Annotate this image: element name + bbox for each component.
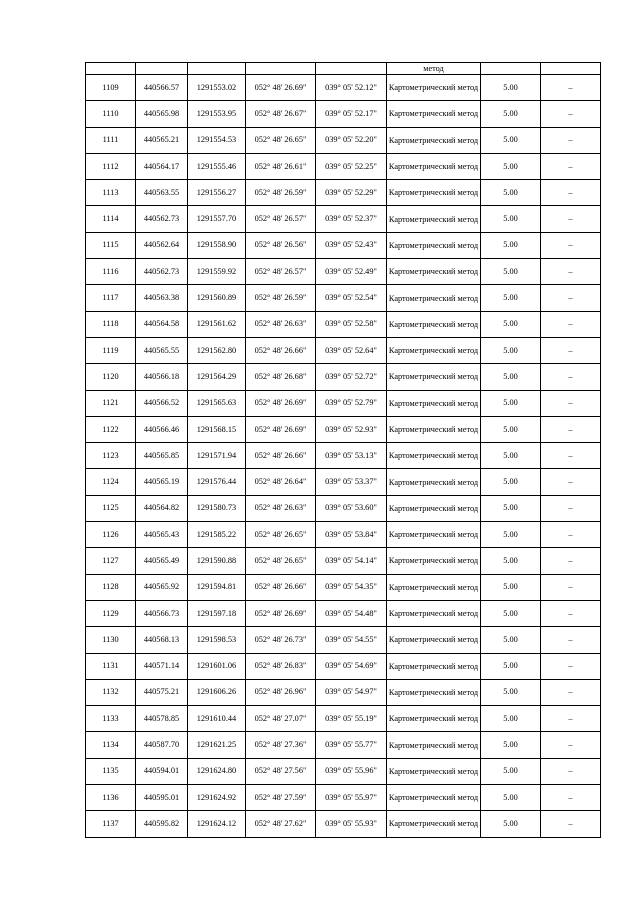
cell-method: Картометрический метод xyxy=(387,758,481,784)
cell-accuracy: 5.00 xyxy=(481,785,541,811)
cell-note: – xyxy=(541,153,601,179)
cell-note: – xyxy=(541,811,601,837)
coordinates-table xyxy=(85,62,601,838)
cell-lon: 039° 05' 52.72" xyxy=(316,364,387,390)
cell-id: 1109 xyxy=(86,75,136,101)
table-row xyxy=(86,627,601,653)
cell-lat: 052° 48' 26.69" xyxy=(246,416,316,442)
cell-accuracy: 5.00 xyxy=(481,153,541,179)
cell-lat: 052° 48' 26.65" xyxy=(246,522,316,548)
cell-id: 1115 xyxy=(86,232,136,258)
cell-note: – xyxy=(541,706,601,732)
cell-lat: 052° 48' 26.65" xyxy=(246,127,316,153)
cell-y: 1291568.15 xyxy=(188,416,246,442)
table-row-continuation xyxy=(86,63,601,75)
cell-y: 1291580.73 xyxy=(188,495,246,521)
cell-method: Картометрический метод xyxy=(387,75,481,101)
table-row xyxy=(86,127,601,153)
cell-note: – xyxy=(541,337,601,363)
cell-lon: 039° 05' 52.12" xyxy=(316,75,387,101)
table-row xyxy=(86,390,601,416)
cell-lon: 039° 05' 55.77" xyxy=(316,732,387,758)
cell-id: 1120 xyxy=(86,364,136,390)
cell-method: Картометрический метод xyxy=(387,311,481,337)
cell-lat: 052° 48' 26.64" xyxy=(246,469,316,495)
cell-lat: 052° 48' 27.56" xyxy=(246,758,316,784)
cell-y: 1291594.81 xyxy=(188,574,246,600)
cell-x: 440565.92 xyxy=(136,574,188,600)
cell-note: – xyxy=(541,600,601,626)
table-row xyxy=(86,259,601,285)
cell-accuracy: 5.00 xyxy=(481,232,541,258)
cell-lat: 052° 48' 26.73" xyxy=(246,627,316,653)
cell-id: 1129 xyxy=(86,600,136,626)
table-row xyxy=(86,311,601,337)
cell-id: 1125 xyxy=(86,495,136,521)
cell-x: 440566.18 xyxy=(136,364,188,390)
cell-accuracy: 5.00 xyxy=(481,364,541,390)
cell-accuracy: 5.00 xyxy=(481,443,541,469)
cell-lat: 052° 48' 26.67" xyxy=(246,101,316,127)
cell-note: – xyxy=(541,679,601,705)
cell-y: 1291624.92 xyxy=(188,785,246,811)
cell-lon: 039° 05' 54.69" xyxy=(316,653,387,679)
cell-y: 1291590.88 xyxy=(188,548,246,574)
cell-x: 440565.55 xyxy=(136,337,188,363)
cell-accuracy xyxy=(481,63,541,75)
cell-method: Картометрический метод xyxy=(387,443,481,469)
table-row xyxy=(86,337,601,363)
cell-x: 440565.85 xyxy=(136,443,188,469)
cell-id: 1123 xyxy=(86,443,136,469)
cell-lon: 039° 05' 53.84" xyxy=(316,522,387,548)
cell-lon: 039° 05' 55.19" xyxy=(316,706,387,732)
table-row xyxy=(86,600,601,626)
cell-accuracy: 5.00 xyxy=(481,416,541,442)
cell-x: 440575.21 xyxy=(136,679,188,705)
cell-lat: 052° 48' 26.69" xyxy=(246,75,316,101)
cell-id: 1122 xyxy=(86,416,136,442)
cell-lon: 039° 05' 52.37" xyxy=(316,206,387,232)
cell-lat: 052° 48' 26.96" xyxy=(246,679,316,705)
table-row xyxy=(86,101,601,127)
cell-x: 440564.17 xyxy=(136,153,188,179)
cell-y: 1291610.44 xyxy=(188,706,246,732)
cell-y: 1291554.53 xyxy=(188,127,246,153)
cell-lat: 052° 48' 27.62" xyxy=(246,811,316,837)
cell-lat: 052° 48' 26.59" xyxy=(246,285,316,311)
cell-method: Картометрический метод xyxy=(387,732,481,758)
cell-accuracy: 5.00 xyxy=(481,732,541,758)
cell-lon: 039° 05' 53.13" xyxy=(316,443,387,469)
cell-method: Картометрический метод xyxy=(387,259,481,285)
cell-note: – xyxy=(541,627,601,653)
cell-id: 1126 xyxy=(86,522,136,548)
cell-lon: 039° 05' 53.37" xyxy=(316,469,387,495)
cell-accuracy: 5.00 xyxy=(481,337,541,363)
cell-accuracy: 5.00 xyxy=(481,627,541,653)
cell-accuracy: 5.00 xyxy=(481,180,541,206)
cell-accuracy: 5.00 xyxy=(481,653,541,679)
cell-y: 1291597.18 xyxy=(188,600,246,626)
cell-x: 440565.43 xyxy=(136,522,188,548)
cell-method: Картометрический метод xyxy=(387,495,481,521)
cell-method: Картометрический метод xyxy=(387,127,481,153)
cell-method: Картометрический метод xyxy=(387,390,481,416)
cell-y: 1291624.12 xyxy=(188,811,246,837)
table-row xyxy=(86,785,601,811)
cell-method: Картометрический метод xyxy=(387,811,481,837)
cell-method: Картометрический метод xyxy=(387,416,481,442)
table-row xyxy=(86,469,601,495)
table-row xyxy=(86,574,601,600)
cell-id: 1134 xyxy=(86,732,136,758)
table-row xyxy=(86,206,601,232)
cell-method: Картометрический метод xyxy=(387,574,481,600)
cell-accuracy: 5.00 xyxy=(481,311,541,337)
cell-lat: 052° 48' 27.59" xyxy=(246,785,316,811)
cell-note: – xyxy=(541,127,601,153)
cell-accuracy: 5.00 xyxy=(481,127,541,153)
cell-lon: 039° 05' 55.93" xyxy=(316,811,387,837)
cell-note: – xyxy=(541,180,601,206)
cell-method: Картометрический метод xyxy=(387,206,481,232)
cell-id: 1130 xyxy=(86,627,136,653)
table-row xyxy=(86,811,601,837)
cell-x: 440565.98 xyxy=(136,101,188,127)
cell-accuracy: 5.00 xyxy=(481,600,541,626)
cell-x: 440563.38 xyxy=(136,285,188,311)
cell-note: – xyxy=(541,495,601,521)
cell-y: 1291562.80 xyxy=(188,337,246,363)
cell-note: – xyxy=(541,574,601,600)
cell-lon: 039° 05' 52.93" xyxy=(316,416,387,442)
cell-id: 1118 xyxy=(86,311,136,337)
cell-x: 440565.49 xyxy=(136,548,188,574)
table-row xyxy=(86,653,601,679)
table-row xyxy=(86,758,601,784)
table-row xyxy=(86,364,601,390)
cell-accuracy: 5.00 xyxy=(481,522,541,548)
cell-y: 1291621.25 xyxy=(188,732,246,758)
table-body xyxy=(86,63,601,838)
cell-lat: 052° 48' 26.59" xyxy=(246,180,316,206)
cell-method: Картометрический метод xyxy=(387,548,481,574)
cell-y: 1291560.89 xyxy=(188,285,246,311)
cell-y: 1291553.02 xyxy=(188,75,246,101)
cell-lon: 039° 05' 52.49" xyxy=(316,259,387,285)
cell-y: 1291557.70 xyxy=(188,206,246,232)
table-row xyxy=(86,522,601,548)
cell-note: – xyxy=(541,416,601,442)
table-row xyxy=(86,732,601,758)
cell-lat: 052° 48' 26.66" xyxy=(246,574,316,600)
cell-accuracy: 5.00 xyxy=(481,390,541,416)
cell-note: – xyxy=(541,469,601,495)
cell-x: 440594.01 xyxy=(136,758,188,784)
cell-y: 1291624.80 xyxy=(188,758,246,784)
cell-note: – xyxy=(541,785,601,811)
cell-note xyxy=(541,63,601,75)
table-row xyxy=(86,443,601,469)
cell-note: – xyxy=(541,522,601,548)
cell-x xyxy=(136,63,188,75)
cell-lat: 052° 48' 26.57" xyxy=(246,206,316,232)
cell-note: – xyxy=(541,653,601,679)
cell-accuracy: 5.00 xyxy=(481,758,541,784)
cell-accuracy: 5.00 xyxy=(481,101,541,127)
table-row xyxy=(86,416,601,442)
cell-lat: 052° 48' 26.61" xyxy=(246,153,316,179)
cell-lon: 039° 05' 55.97" xyxy=(316,785,387,811)
cell-lat: 052° 48' 26.63" xyxy=(246,495,316,521)
cell-lat xyxy=(246,63,316,75)
cell-method: метод xyxy=(387,63,481,75)
cell-id: 1135 xyxy=(86,758,136,784)
cell-method: Картометрический метод xyxy=(387,706,481,732)
table-row xyxy=(86,75,601,101)
cell-y: 1291555.46 xyxy=(188,153,246,179)
cell-lon: 039° 05' 52.29" xyxy=(316,180,387,206)
cell-y: 1291565.63 xyxy=(188,390,246,416)
cell-x: 440565.19 xyxy=(136,469,188,495)
cell-method: Картометрический метод xyxy=(387,653,481,679)
cell-x: 440562.73 xyxy=(136,206,188,232)
cell-lat: 052° 48' 26.56" xyxy=(246,232,316,258)
cell-method: Картометрический метод xyxy=(387,679,481,705)
cell-accuracy: 5.00 xyxy=(481,706,541,732)
cell-note: – xyxy=(541,101,601,127)
cell-note: – xyxy=(541,390,601,416)
cell-id: 1128 xyxy=(86,574,136,600)
cell-y: 1291556.27 xyxy=(188,180,246,206)
cell-x: 440595.82 xyxy=(136,811,188,837)
cell-note: – xyxy=(541,232,601,258)
cell-y: 1291598.53 xyxy=(188,627,246,653)
cell-lon: 039° 05' 54.48" xyxy=(316,600,387,626)
cell-lat: 052° 48' 26.65" xyxy=(246,548,316,574)
cell-note: – xyxy=(541,732,601,758)
cell-x: 440563.55 xyxy=(136,180,188,206)
table-row xyxy=(86,548,601,574)
cell-id: 1112 xyxy=(86,153,136,179)
cell-accuracy: 5.00 xyxy=(481,811,541,837)
cell-id: 1136 xyxy=(86,785,136,811)
cell-id: 1121 xyxy=(86,390,136,416)
cell-method: Картометрический метод xyxy=(387,785,481,811)
cell-y xyxy=(188,63,246,75)
cell-lon xyxy=(316,63,387,75)
cell-lon: 039° 05' 52.58" xyxy=(316,311,387,337)
cell-accuracy: 5.00 xyxy=(481,679,541,705)
cell-lon: 039° 05' 54.35" xyxy=(316,574,387,600)
cell-lat: 052° 48' 26.66" xyxy=(246,337,316,363)
cell-x: 440564.58 xyxy=(136,311,188,337)
cell-note: – xyxy=(541,364,601,390)
cell-x: 440595.01 xyxy=(136,785,188,811)
cell-y: 1291571.94 xyxy=(188,443,246,469)
cell-accuracy: 5.00 xyxy=(481,75,541,101)
cell-method: Картометрический метод xyxy=(387,522,481,548)
cell-id: 1131 xyxy=(86,653,136,679)
cell-lon: 039° 05' 52.54" xyxy=(316,285,387,311)
cell-y: 1291601.06 xyxy=(188,653,246,679)
cell-method: Картометрический метод xyxy=(387,285,481,311)
cell-note: – xyxy=(541,75,601,101)
cell-lat: 052° 48' 26.69" xyxy=(246,390,316,416)
cell-note: – xyxy=(541,443,601,469)
cell-method: Картометрический метод xyxy=(387,337,481,363)
cell-lat: 052° 48' 26.63" xyxy=(246,311,316,337)
cell-y: 1291558.90 xyxy=(188,232,246,258)
cell-y: 1291561.62 xyxy=(188,311,246,337)
cell-method: Картометрический метод xyxy=(387,101,481,127)
table-row xyxy=(86,495,601,521)
cell-lat: 052° 48' 27.07" xyxy=(246,706,316,732)
cell-accuracy: 5.00 xyxy=(481,548,541,574)
cell-note: – xyxy=(541,758,601,784)
cell-lon: 039° 05' 55.96" xyxy=(316,758,387,784)
cell-lon: 039° 05' 52.43" xyxy=(316,232,387,258)
cell-note: – xyxy=(541,311,601,337)
cell-note: – xyxy=(541,206,601,232)
cell-id: 1117 xyxy=(86,285,136,311)
cell-id: 1116 xyxy=(86,259,136,285)
cell-y: 1291553.95 xyxy=(188,101,246,127)
cell-lat: 052° 48' 26.68" xyxy=(246,364,316,390)
cell-x: 440568.13 xyxy=(136,627,188,653)
cell-lon: 039° 05' 54.55" xyxy=(316,627,387,653)
table-row xyxy=(86,180,601,206)
cell-lat: 052° 48' 27.36" xyxy=(246,732,316,758)
cell-x: 440571.14 xyxy=(136,653,188,679)
cell-accuracy: 5.00 xyxy=(481,259,541,285)
cell-y: 1291606.26 xyxy=(188,679,246,705)
cell-lon: 039° 05' 53.60" xyxy=(316,495,387,521)
cell-id: 1114 xyxy=(86,206,136,232)
cell-y: 1291576.44 xyxy=(188,469,246,495)
cell-lat: 052° 48' 26.69" xyxy=(246,600,316,626)
cell-id: 1119 xyxy=(86,337,136,363)
cell-lon: 039° 05' 54.97" xyxy=(316,679,387,705)
cell-x: 440587.70 xyxy=(136,732,188,758)
cell-lat: 052° 48' 26.83" xyxy=(246,653,316,679)
cell-lon: 039° 05' 52.64" xyxy=(316,337,387,363)
cell-note: – xyxy=(541,548,601,574)
cell-lon: 039° 05' 52.25" xyxy=(316,153,387,179)
cell-method: Картометрический метод xyxy=(387,469,481,495)
table-row xyxy=(86,706,601,732)
cell-lon: 039° 05' 52.17" xyxy=(316,101,387,127)
cell-lon: 039° 05' 52.20" xyxy=(316,127,387,153)
cell-lat: 052° 48' 26.66" xyxy=(246,443,316,469)
cell-id xyxy=(86,63,136,75)
cell-method: Картометрический метод xyxy=(387,180,481,206)
cell-id: 1137 xyxy=(86,811,136,837)
cell-x: 440562.64 xyxy=(136,232,188,258)
cell-accuracy: 5.00 xyxy=(481,495,541,521)
cell-id: 1113 xyxy=(86,180,136,206)
cell-id: 1133 xyxy=(86,706,136,732)
cell-note: – xyxy=(541,259,601,285)
cell-id: 1111 xyxy=(86,127,136,153)
cell-x: 440578.85 xyxy=(136,706,188,732)
cell-accuracy: 5.00 xyxy=(481,285,541,311)
cell-id: 1132 xyxy=(86,679,136,705)
cell-method: Картометрический метод xyxy=(387,153,481,179)
cell-method: Картометрический метод xyxy=(387,364,481,390)
table-row xyxy=(86,285,601,311)
cell-method: Картометрический метод xyxy=(387,232,481,258)
cell-lat: 052° 48' 26.57" xyxy=(246,259,316,285)
cell-x: 440566.57 xyxy=(136,75,188,101)
cell-x: 440566.73 xyxy=(136,600,188,626)
cell-x: 440564.82 xyxy=(136,495,188,521)
table-row xyxy=(86,232,601,258)
cell-accuracy: 5.00 xyxy=(481,574,541,600)
cell-lon: 039° 05' 52.79" xyxy=(316,390,387,416)
cell-method: Картометрический метод xyxy=(387,627,481,653)
cell-id: 1110 xyxy=(86,101,136,127)
cell-y: 1291585.22 xyxy=(188,522,246,548)
cell-lon: 039° 05' 54.14" xyxy=(316,548,387,574)
cell-y: 1291564.29 xyxy=(188,364,246,390)
table-row xyxy=(86,679,601,705)
table-row xyxy=(86,153,601,179)
cell-accuracy: 5.00 xyxy=(481,469,541,495)
cell-x: 440565.21 xyxy=(136,127,188,153)
cell-x: 440566.52 xyxy=(136,390,188,416)
cell-id: 1127 xyxy=(86,548,136,574)
cell-method: Картометрический метод xyxy=(387,600,481,626)
cell-x: 440566.46 xyxy=(136,416,188,442)
cell-y: 1291559.92 xyxy=(188,259,246,285)
cell-accuracy: 5.00 xyxy=(481,206,541,232)
cell-id: 1124 xyxy=(86,469,136,495)
cell-note: – xyxy=(541,285,601,311)
cell-x: 440562.73 xyxy=(136,259,188,285)
